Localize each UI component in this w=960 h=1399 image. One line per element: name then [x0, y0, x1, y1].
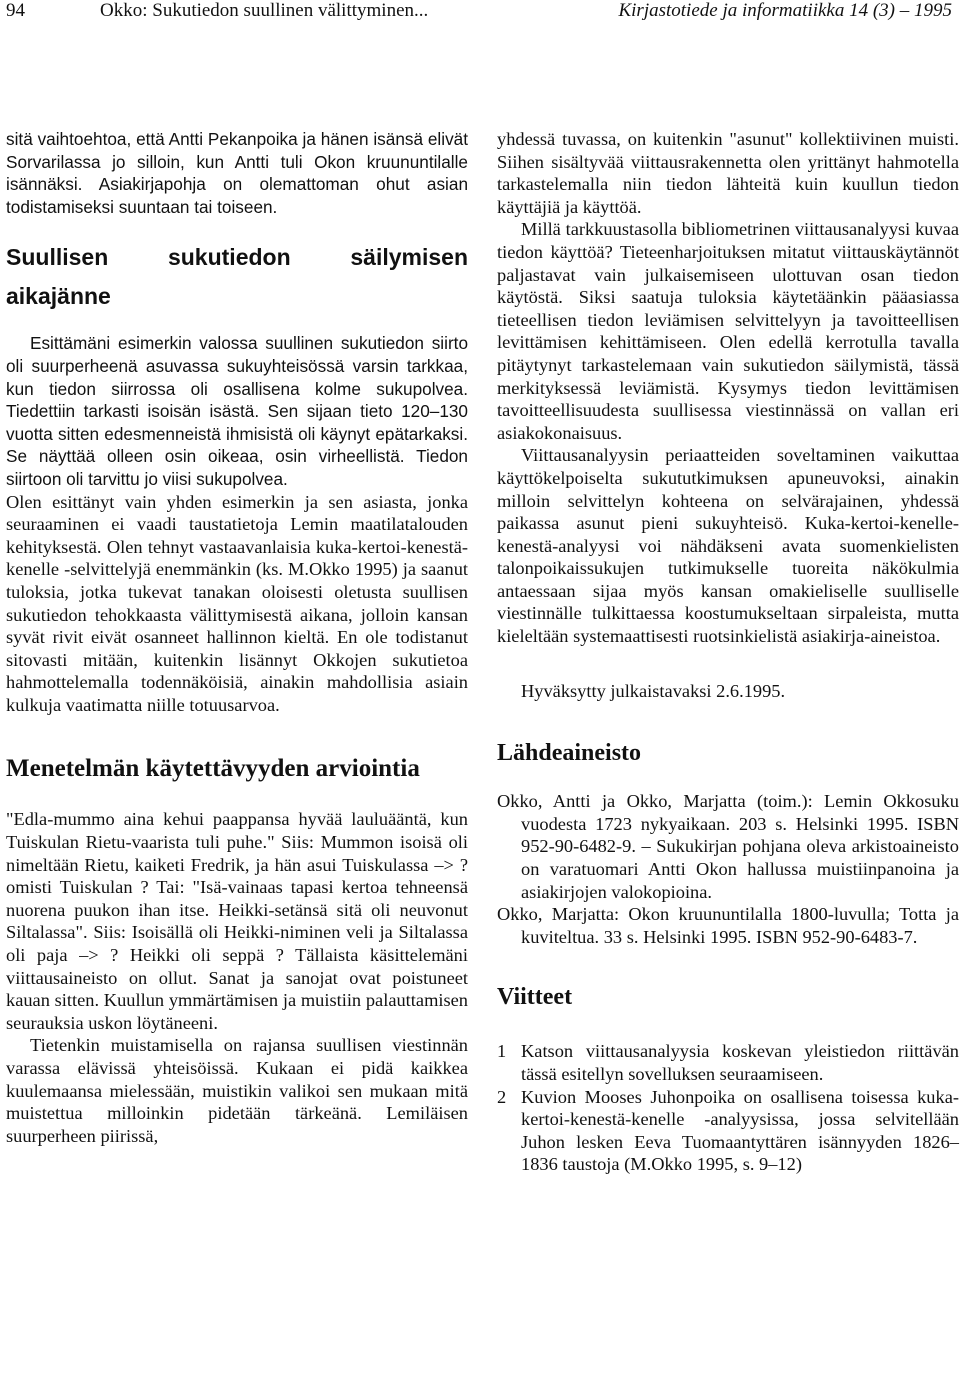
footnote-text: Katson viittausanalyysia koskevan yleistiedon riittävän tässä esitellyn sovelluksen seuraamiseen. [521, 1041, 959, 1084]
section-heading-evaluation: Menetelmän käytettävyyden arviointia [6, 755, 420, 783]
paragraph-memory-limits: Tietenkin muistamisella on rajansa suullisen viestinnän varassa elävissä yhteisöissä. Kukaan ei pidä kaikkea kuulemaansa mielessään, muistikin valikoi sen mukaan mitä muistettua milloinkin pidetään tärkeänä. Lemiläisen suurperheen piirissä, [6, 1035, 468, 1146]
paragraph-intro: sitä vaihtoehtoa, että Antti Pekanpoika ja hänen isänsä elivät Sorvarilassa jo silloin, kun Antti tuli Okon kruununtilalle isännäksi. Asiakirjapohja on olemattoman ohut asian todistamiseksi suuntaan tai toiseen. [6, 129, 468, 217]
paragraph-principles: Viittausanalyysin periaatteiden soveltaminen vaikuttaa käyttökelpoiselta sukututkimuksen apuneuvoksi, ainakin milloin selvittelyn kohteena on selvärajainen, yhdessä paikassa asunut pieni sukuyhteisö. Kuka-kertoi-kenelle-kenestä-analyysi voi nähdäkseni avata suomenkielisten talonpoikaissukujen tutkimukselle tuoreita näkökulmia antaessaan sijaa myös kansan omakieliselle suulliselle viestinnälle tulkittaessa koostumukseltaan sirpaleista, mutta kieleltään systemaattisesti ruotsinkielistä asiakirja-aineistoa. [497, 445, 959, 647]
reference-item: Okko, Antti ja Okko, Marjatta (toim.): Lemin Okkosuku vuodesta 1723 nykyaikaan. 203 s. Helsinki 1995. ISBN 952-90-6482-9. – Sukukirjan pohjana oleva arkistoaineisto on varatuomari Antti Okon hallussa muistiinpanoina ja asiakirjojen valokopioina. [497, 791, 959, 902]
paragraph-precision: Millä tarkkuustasolla bibliometrinen viittausanalyysi kuvaa tiedon käyttöä? Tieteenharjoituksen mitatut viittauskäytännöt paljastavat vain julkaisemiseen ulottuvan osan tiedon käytöstä. Siksi saatuja tuloksia käytetäänkin pääasiassa tieteellisen tiedon leviämisen selvittelyyn ja tavoitteellisen levittämisen kehittämiseen. Olen edellä kerrotulla tavalla pitäytynyt tarkastelemaan vain sukutiedon säilymistä, tässä merkityksessä leviämistä. Kysymys tiedon levittämisen tavoitteellisuudesta suullisessa viestinnässä on vallan eri asiakokonaisuus. [497, 219, 959, 443]
footnote-text: Kuvion Mooses Juhonpoika on osallisena toisessa kuka-kertoi-kenestä-kenelle -analyysissa, jossa selvitellään Juhon lesken Eeva Tuomaantyttären isännyyden 1826–1836 taustoja (M.Okko 1995, s. 9–12) [521, 1086, 959, 1175]
footnote-number: 2 [497, 1086, 507, 1107]
right-column [497, 128, 959, 1176]
paragraph-quote: "Edla-mummo aina kehui paappansa hyvää lauluääntä, kun Tuiskulan Rietu-vaarista tuli puhe." Siis: Mummon isoisä oli nimeltään Rietu, kaiketi Fredrik, ja hän asui Tuiskulassa –> ? omisti Tuiskulan ? Tai: "Isä-vainaas tapasi kertoa tehneensä nuorena puukon ihan itse. Heikki-setänsä sitä oli neuvonut Siltalassa". Siis: Isoisällä oli Heikki-niminen veli ja Siltalassa oli paja –> ? Heikki oli seppä ? Tällaista käsittelemäni viittausaineisto on ollut. Sanat ja sanojat ovat poistuneet kauan sitten. Kuullun ymmärtämisen ja muistiin palauttamisen seurauksia uskon löytäneeni. [6, 809, 468, 1033]
left-column [6, 128, 468, 1147]
running-title: Okko: Sukutiedon suullinen välittyminen... [100, 0, 429, 21]
section-heading-sources: Lähdeaineisto [497, 740, 642, 767]
section-heading-notes: Viitteet [497, 984, 573, 1011]
paragraph-example: Esittämäni esimerkin valossa suullinen sukutiedon siirto oli suurperheenä asuvassa sukuyhteisössä varsin tarkkaa, kun tiedon siirrossa oli osallisena kolme sukupolvea. Tiedettiin tarkasti isoisän isästä. Sen sijaan tieto 120–130 vuotta sitten edesmenneistä ihmisistä oli käynyt epätarkaksi. Se näyttää olleen osin oikeaa, osin virheellistä. Tiedon siirtoon oli tarvittu jo viisi sukupolvea. [6, 333, 468, 489]
footnote-item [497, 1040, 959, 1085]
page-header [0, 0, 960, 30]
footnote-item [497, 1086, 959, 1176]
page-number: 94 [6, 0, 25, 21]
reference-item: Okko, Marjatta: Okon kruununtilalla 1800-luvulla; Totta ja kuviteltua. 33 s. Helsinki 1995. ISBN 952-90-6483-7. [497, 904, 959, 947]
footnote-number: 1 [497, 1041, 507, 1062]
section-heading-retention: Suullisen sukutiedon säilymisen aikajänne [6, 244, 468, 310]
paragraph-continuation: yhdessä tuvassa, on kuitenkin "asunut" kollektiivinen muisti. Siihen sisältyvää viittausrakennetta olen yrittänyt hahmotella tarkastelemalla niin tiedon lähteitä kuin kuullun tiedon käyttäjiä ja käyttöä. [497, 129, 959, 217]
paragraph-one-example: Olen esittänyt vain yhden esimerkin ja sen asiasta, jonka seuraaminen ei vaadi taustatietoja Lemin maatilatalouden kehityksestä. Olen tehnyt vastaavanlaisia kuka-kertoi-kenestä-kenelle -selvittelyjä enemmänkin (ks. M.Okko 1995) ja saanut tuloksia, jotka tukevat tanakan oloisesti oletusta suullisen sukutiedon tehokkaasta välittymisestä aikana, jolloin kansan syvät rivit eivät osanneet hallinnon kieltä. En ole todistanut sitovasti mitään, kuitenkin lisännyt Okkojen sukutietoa hahmottelemalla todennäköisiä, ainakin mahdollisia asiain kulkuja vaatimatta niille totuusarvoa. [6, 491, 468, 715]
journal-citation: Kirjastotiede ja informatiikka 14 (3) – 1995 [618, 0, 952, 21]
accepted-date: Hyväksytty julkaistavaksi 2.6.1995. [521, 680, 786, 701]
